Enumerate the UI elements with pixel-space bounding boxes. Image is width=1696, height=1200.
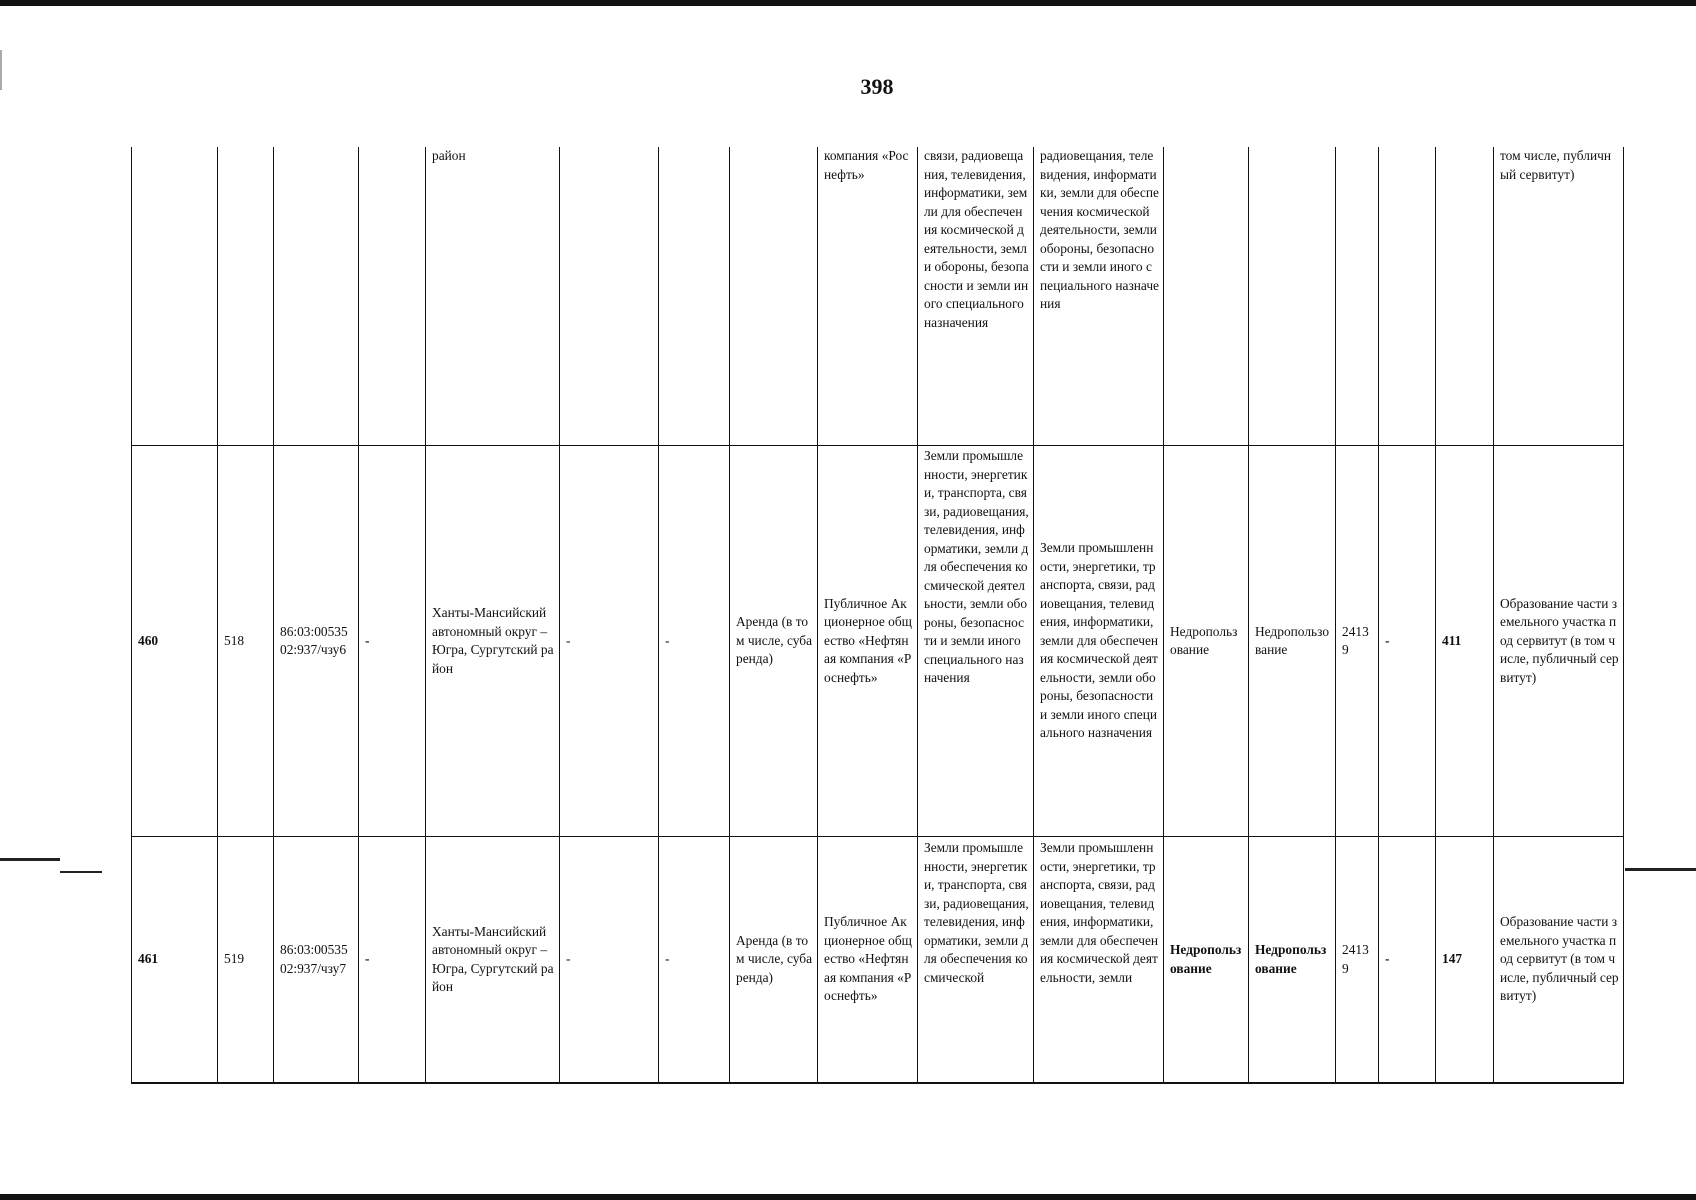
scan-mark-left xyxy=(0,858,60,861)
page-number: 398 xyxy=(860,74,894,99)
cell-right-holder: Публичное Акционерное общество «Нефтяная компания «Роснефть» xyxy=(818,446,918,837)
cell-cadastral-number xyxy=(274,147,359,446)
cell-right-type: Аренда (в том числе, субаренда) xyxy=(730,837,818,1084)
cell-land-category-new: радиовещания, телевидения, информатики, земли для обеспечения космической деятельности, земли обороны, безопасности и земли иного специального назначения xyxy=(1034,147,1164,446)
cell-land-category-new: Земли промышленности, энергетики, транспорта, связи, радиовещания, телевидения, информатики, земли для обеспечения космической деятельности, земли обороны, безопасности и земли иного специального назначения xyxy=(1034,446,1164,837)
cell-area xyxy=(1336,147,1379,446)
cell-right-holder: компания «Роснефть» xyxy=(818,147,918,446)
cell-col15 xyxy=(1379,147,1436,446)
scan-mark-left-thin xyxy=(60,871,102,873)
cell-number: 460 xyxy=(132,446,218,837)
land-plot-register-table xyxy=(131,147,1624,1084)
cell-land-category: связи, радиовещания, телевидения, информатики, земли для обеспечения космической деятельности, земли обороны, безопасности и земли иного специального назначения xyxy=(918,147,1034,446)
cell-col4: - xyxy=(359,446,426,837)
cell-col7: - xyxy=(659,837,730,1084)
table-row-continuation xyxy=(132,147,1624,446)
cell-area-part: 147 xyxy=(1436,837,1494,1084)
cell-col7: - xyxy=(659,446,730,837)
cell-permitted-use: Недропользование xyxy=(1164,837,1249,1084)
cell-col15: - xyxy=(1379,837,1436,1084)
cell-permitted-use-new: Недропользование xyxy=(1249,446,1336,837)
cell-number: 461 xyxy=(132,837,218,1084)
scan-mark-right xyxy=(1625,868,1696,871)
cell-right-type xyxy=(730,147,818,446)
cell-area: 24139 xyxy=(1336,446,1379,837)
cell-col4: - xyxy=(359,837,426,1084)
cell-index: 518 xyxy=(218,446,274,837)
cell-area-part: 411 xyxy=(1436,446,1494,837)
cell-col7 xyxy=(659,147,730,446)
cell-number xyxy=(132,147,218,446)
cell-purpose: Образование части земельного участка под сервитут (в том числе, публичный сервитут) xyxy=(1494,446,1624,837)
cell-land-category-new: Земли промышленности, энергетики, транспорта, связи, радиовещания, телевидения, информатики, земли для обеспечения космической деятельности, земли xyxy=(1034,837,1164,1084)
cell-area-part xyxy=(1436,147,1494,446)
cell-permitted-use: Недропользование xyxy=(1164,446,1249,837)
cell-right-holder: Публичное Акционерное общество «Нефтяная компания «Роснефть» xyxy=(818,837,918,1084)
cell-col6: - xyxy=(560,446,659,837)
cell-purpose: том числе, публичный сервитут) xyxy=(1494,147,1624,446)
cell-land-category: Земли промышленности, энергетики, транспорта, связи, радиовещания, телевидения, информатики, земли для обеспечения космической деятельности, земли обороны, безопасности и земли иного специального назначения xyxy=(918,446,1034,837)
cell-permitted-use-new xyxy=(1249,147,1336,446)
cell-location: район xyxy=(426,147,560,446)
cell-area: 24139 xyxy=(1336,837,1379,1084)
cell-col6: - xyxy=(560,837,659,1084)
cell-right-type: Аренда (в том числе, субаренда) xyxy=(730,446,818,837)
cell-cadastral-number: 86:03:0053502:937/чзу7 xyxy=(274,837,359,1084)
table-row xyxy=(132,446,1624,837)
cell-location: Ханты-Мансийский автономный округ – Югра, Сургутский район xyxy=(426,837,560,1084)
cell-index: 519 xyxy=(218,837,274,1084)
cell-cadastral-number: 86:03:0053502:937/чзу6 xyxy=(274,446,359,837)
scan-bottom-border xyxy=(0,1194,1696,1200)
cell-col15: - xyxy=(1379,446,1436,837)
scan-top-border xyxy=(0,0,1696,6)
cell-permitted-use xyxy=(1164,147,1249,446)
cell-col6 xyxy=(560,147,659,446)
cell-land-category: Земли промышленности, энергетики, транспорта, связи, радиовещания, телевидения, информатики, земли для обеспечения космической xyxy=(918,837,1034,1084)
table-row xyxy=(132,837,1624,1084)
cell-col4 xyxy=(359,147,426,446)
cell-purpose: Образование части земельного участка под сервитут (в том числе, публичный сервитут) xyxy=(1494,837,1624,1084)
cell-permitted-use-new: Недропользование xyxy=(1249,837,1336,1084)
cell-location: Ханты-Мансийский автономный округ – Югра, Сургутский район xyxy=(426,446,560,837)
cell-index xyxy=(218,147,274,446)
